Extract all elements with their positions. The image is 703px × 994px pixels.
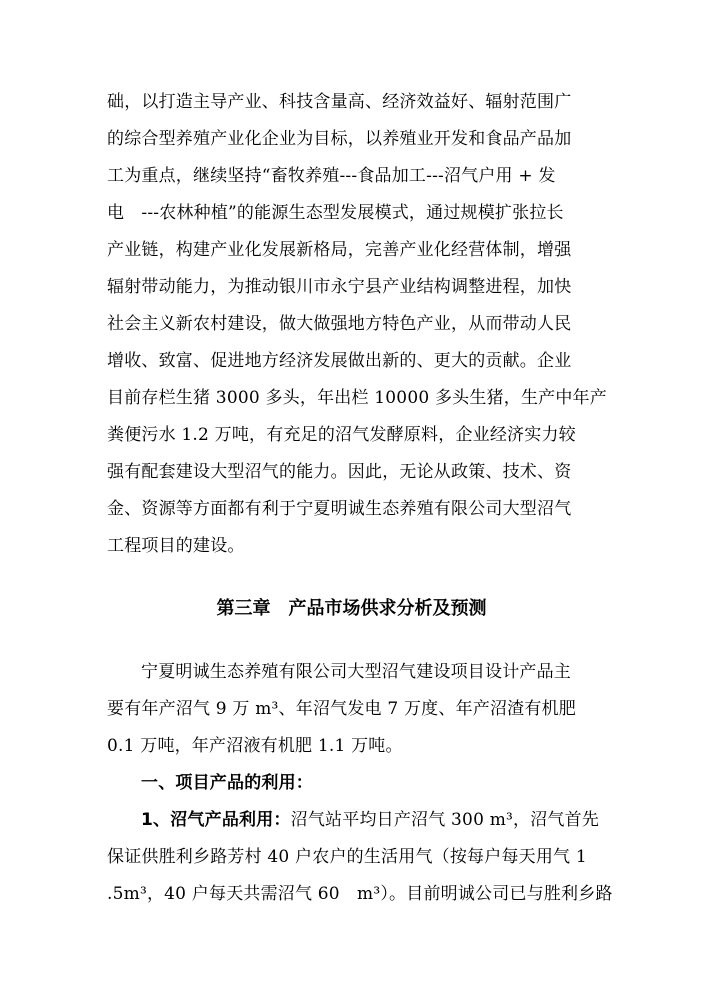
chapter-heading: 第三章 产品市场供求分析及预测 — [216, 598, 487, 619]
paragraph-line: 0.1 万吨，年产沼液有机肥 1.1 万吨。 — [107, 736, 403, 756]
paragraph-line: 工为重点，继续坚持“畜牧养殖---食品加工---沼气户用 + 发 — [107, 166, 556, 186]
paragraph-line: 增收、致富、促进地方经济发展做出新的、更大的贡献。企业 — [107, 351, 572, 371]
paragraph-line: 辐射带动能力，为推动银川市永宁县产业结构调整进程，加快 — [107, 277, 572, 297]
paragraph-line: 电 ---农林种植”的能源生态型发展模式，通过规模扩张拉长 — [107, 203, 564, 223]
paragraph-line: 工程项目的建设。 — [107, 536, 245, 556]
section-heading: 一、项目产品的利用： — [141, 773, 313, 793]
subsection-text: 沼气站平均日产沼气 300 m³，沼气首先 — [290, 810, 600, 830]
paragraph-line: 保证供胜利乡路芳村 40 户农户的生活用气（按每户每天用气 1 — [107, 847, 587, 867]
paragraph-line: 产业链，构建产业化发展新格局，完善产业化经营体制，增强 — [107, 240, 572, 260]
paragraph-line: 础，以打造主导产业、科技含量高、经济效益好、辐射范围广 — [107, 92, 572, 112]
paragraph-line: .5m³，40 户每天共需沼气 60 m³）。目前明诚公司已与胜利乡路 — [107, 884, 613, 904]
paragraph-line: 金、资源等方面都有利于宁夏明诚生态养殖有限公司大型沼气 — [107, 499, 572, 519]
subsection-first-line — [141, 810, 636, 830]
paragraph-line: 社会主义新农村建设，做大做强地方特色产业，从而带动人民 — [107, 314, 572, 334]
paragraph-line: 要有年产沼气 9 万 m³、年沼气发电 7 万度、年产沼渣有机肥 — [107, 699, 576, 719]
paragraph-line: 目前存栏生猪 3000 多头，年出栏 10000 多头生猪，生产中年产 — [107, 388, 607, 408]
paragraph-line: 的综合型养殖产业化企业为目标，以养殖业开发和食品产品加 — [107, 129, 572, 149]
paragraph-line: 宁夏明诚生态养殖有限公司大型沼气建设项目设计产品主 — [141, 662, 571, 682]
paragraph-line: 强有配套建设大型沼气的能力。因此，无论从政策、技术、资 — [107, 462, 572, 482]
paragraph-line: 粪便污水 1.2 万吨，有充足的沼气发酵原料，企业经济实力较 — [107, 425, 576, 445]
subsection-label: 1、沼气产品利用： — [141, 810, 291, 830]
